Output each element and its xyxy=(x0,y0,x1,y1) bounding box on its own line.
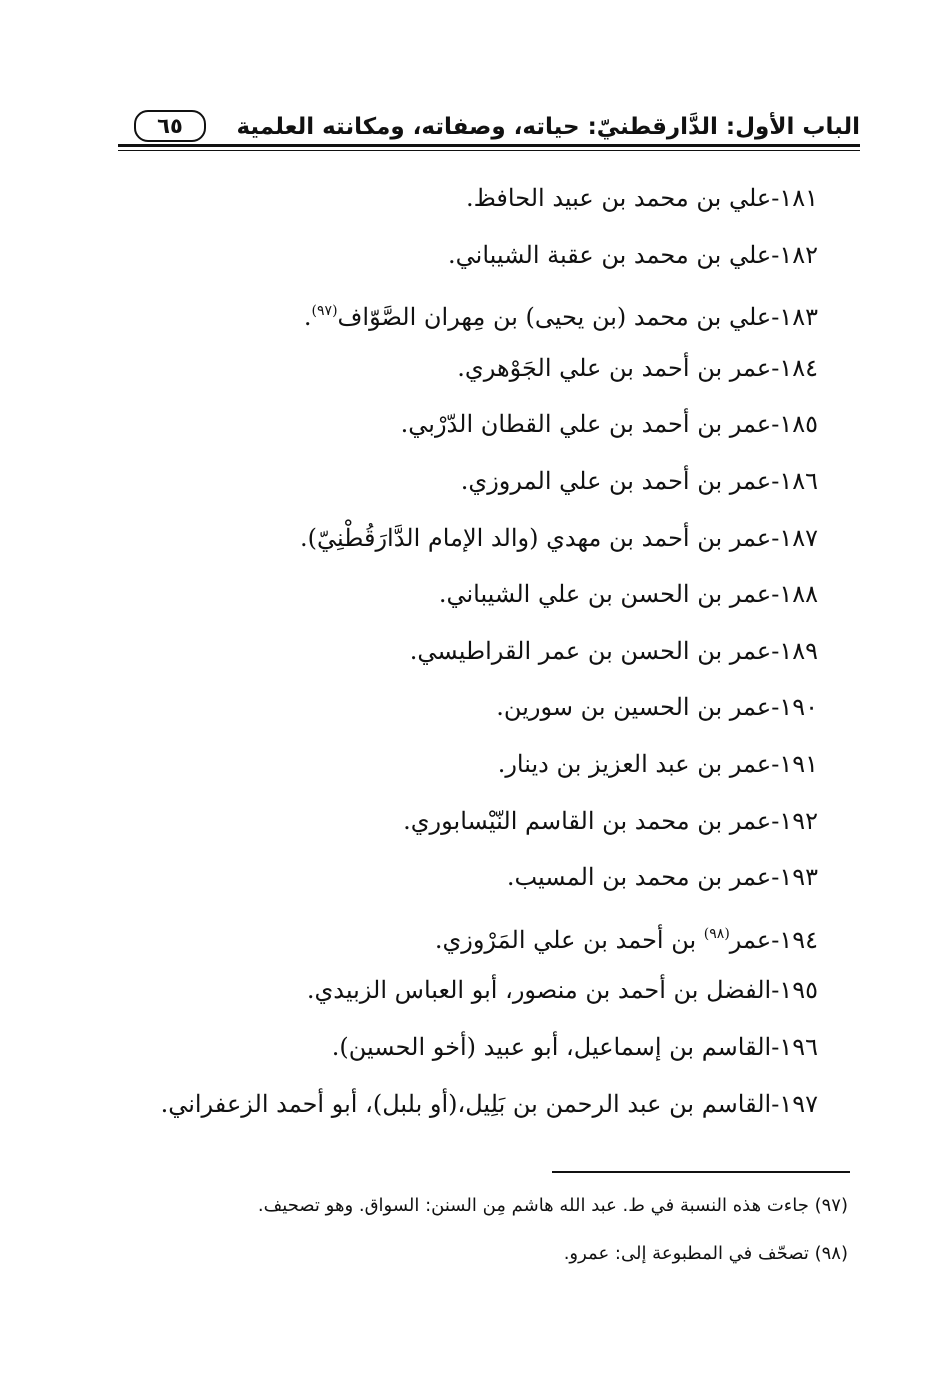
list-item xyxy=(128,178,818,235)
entry-text: ١٨٨-عمر بن الحسن بن علي الشيباني. xyxy=(438,580,818,609)
entry-text: ١٩١-عمر بن عبد العزيز بن دينار. xyxy=(497,749,818,778)
entries-list xyxy=(128,178,818,1140)
footnotes xyxy=(148,1192,848,1288)
list-item xyxy=(128,631,818,688)
list-item xyxy=(128,914,818,971)
entry-text: ١٨٥-عمر بن أحمد بن علي القطان الدّرْبي. xyxy=(400,410,818,439)
entry-text: ١٨٣-علي بن محمد (بن يحيى) بن مِهران الصَّوّاف xyxy=(337,303,818,332)
entry-text: ١٩٢-عمر بن محمد بن القاسم النّيْسابوري. xyxy=(403,806,818,835)
entry-text: ١٨٩-عمر بن الحسن بن عمر القراطيسي. xyxy=(409,636,818,665)
entry-tail: . xyxy=(303,303,312,332)
footnote-ref: (٩٨) xyxy=(703,925,730,942)
entry-text: ١٨٦-عمر بن أحمد بن علي المروزي. xyxy=(460,466,818,495)
list-item xyxy=(128,235,818,292)
entry-text: ١٩٧-القاسم بن عبد الرحمن بن بَلِيل،(أو بلبل)، أبو أحمد الزعفراني. xyxy=(160,1089,818,1118)
entry-text: ١٨١-علي بن محمد بن عبيد الحافظ. xyxy=(466,184,818,212)
list-item xyxy=(128,744,818,801)
list-item xyxy=(128,1084,818,1141)
entry-text: ١٩٠-عمر بن الحسين بن سورين. xyxy=(496,693,818,722)
page-header xyxy=(118,100,860,156)
list-item xyxy=(128,687,818,744)
footnote-separator xyxy=(552,1171,850,1173)
list-item xyxy=(128,404,818,461)
chapter-title: الباب الأول: الدَّارقطنيّ: حياته، وصفاته، ومكانته العلمية xyxy=(236,114,860,140)
entry-text: ١٨٧-عمر بن أحمد بن مهدي (والد الإمام الدَّارَقُطْنِيّ). xyxy=(300,523,818,552)
header-rule-thin xyxy=(118,150,860,151)
list-item xyxy=(128,461,818,518)
header-rule-thick xyxy=(118,144,860,147)
entry-text: ١٩٦-القاسم بن إسماعيل، أبو عبيد (أخو الحسين). xyxy=(331,1032,818,1061)
list-item xyxy=(128,801,818,858)
entry-text: ١٨٢-علي بن محمد بن عقبة الشيباني. xyxy=(448,240,818,269)
footnote-98: (٩٨) تصحّف في المطبوعة إلى: عمرو. xyxy=(563,1243,848,1264)
entry-text: ١٩٣-عمر بن محمد بن المسيب. xyxy=(506,863,818,892)
footnote-97: (٩٧) جاءت هذه النسبة في ط. عبد الله هاشم مِن السنن: السواق. وهو تصحيف. xyxy=(257,1195,848,1216)
list-item xyxy=(128,291,818,348)
entry-text: ١٩٤-عمر xyxy=(729,925,818,954)
footnote-ref: (٩٧) xyxy=(311,303,338,320)
list-item xyxy=(128,970,818,1027)
list-item xyxy=(128,574,818,631)
page-number: ٦٥ xyxy=(134,110,206,142)
list-item xyxy=(128,1027,818,1084)
entry-tail: بن أحمد بن علي المَرْوزي. xyxy=(434,925,704,954)
list-item xyxy=(128,348,818,405)
entry-text: ١٩٥-الفضل بن أحمد بن منصور، أبو العباس الزبيدي. xyxy=(306,976,818,1005)
list-item xyxy=(128,518,818,575)
list-item xyxy=(128,857,818,914)
entry-text: ١٨٤-عمر بن أحمد بن علي الجَوْهري. xyxy=(457,353,818,382)
